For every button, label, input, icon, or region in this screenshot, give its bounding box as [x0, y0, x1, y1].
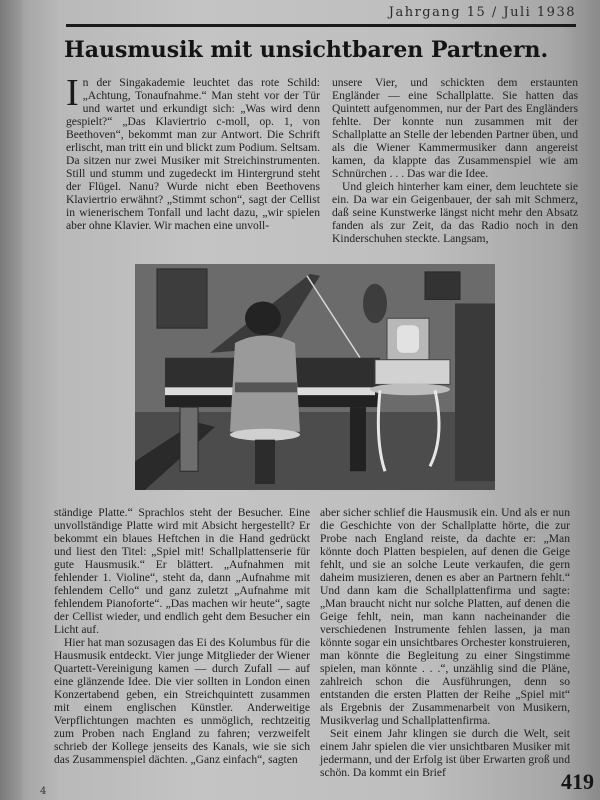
paragraph: unsere Vier, und schickten dem erstaunten Engländer — eine Schallplatte. Sie hatten das Quintett aufgenommen, nur der Part des Engländers fehlte. Der konnte nun zusammen mit der Schallplatte an Stelle der lebenden Partner üben, und als die Wiener Kammermusiker dann angereist kamen, da klappte das Zusammenspiel wie am Schnürchen . . . Das war die Idee. [332, 76, 578, 180]
page-number: 419 [561, 769, 594, 794]
paragraph: aber sicher schlief die Hausmusik ein. Und als er nun die Geschichte von der Schallplatte hörte, die zur Probe nach England reiste, da dachte er: „Man könnte doch Platten bespielen, auf denen die Geige fehlt, und sie an solche Leute verkaufen, die gern daheim musizieren, denen es aber an Partnern fehlt.“ Und dann kam die Schallplattenfirma und sagte: „Man braucht nicht nur solche Platten, auf denen die Geige fehlt, nein, man kann nacheinander die verschiedenen Instrumente fehlen lassen, ja man könnte sogar ein unsichtbares Orchester konstruieren, man könnte die Begleitung zu einer Singstimme spielen, man könnte . . .“, unzählig sind die Pläne, zahlreich schon die Ausführungen, denn so entstanden die ersten Platten der Reihe „Spiel mit“ als Ergebnis der Zusammenarbeit von Musikern, Musikverlag und Schallplattenfirma. [320, 506, 570, 727]
paragraph: ständige Platte.“ Sprachlos steht der Besucher. Eine unvollständige Platte wird mit Absicht hergestellt? Er bekommt ein blaues Heftchen in die Hand gedrückt und liest den Titel: „Spiel mit! Schallplattenserie für gute Hausmusik.“ Er blättert. „Aufnahmen mit fehlender 1. Violine“, steht da, dann „Aufnahme mit fehlendem Cello“ und ganz zuletzt „Aufnahme mit fehlendem Pianoforte“. „Das machen wir heute“, sagte der Cellist wieder, und endlich geht dem Besucher ein Licht auf. [54, 506, 310, 636]
column-bottom-right [320, 506, 570, 779]
page-gutter-shadow [0, 0, 22, 800]
header-rule [66, 24, 576, 27]
column-bottom-left [54, 506, 310, 766]
column-top-left [66, 72, 320, 232]
paragraph: Hier hat man sozusagen das Ei des Kolumbus für die Hausmusik entdeckt. Vier junge Mitglieder der Wiener Quartett-Vereinigung kamen — durch Zufall — auf eine glänzende Idee. Die vier sollten in London einen Konzertabend geben, ein Streichquintett zusammen mit einem englischen Künstler. Anderweitige Verpflichtungen machten es unmöglich, rechtzeitig zum Proben nach England zu fahren; verzweifelt schrieb der Kollege jenseits des Kanals, wie sie sich das Zusammenspiel dächten. „Ganz einfach“, sagten [54, 636, 310, 766]
piano-scene-illustration [135, 264, 495, 490]
drop-cap: I [66, 72, 79, 114]
signature-mark: 4 [40, 786, 47, 797]
article-photo [135, 264, 495, 490]
paragraph: n der Singakademie leuchtet das rote Schild: „Achtung, Tonaufnahme.“ Man steht vor der Tür und wartet und erkundigt sich: „Was wird denn gespielt?“ „Das Klaviertrio c-moll, op. 1, von Beethoven“, bekommt man zur Antwort. Die Schrift erlischt, man tritt ein und blickt zum Podium. Seltsam. Da sitzen nur zwei Musiker mit Streichinstrumenten. Still und stumm und zugedeckt im Hintergrund steht der Flügel. Nanu? Wurde nicht eben Beethovens Klaviertrio erwähnt? „Stimmt schon“, sagt der Cellist in wienerischem Tonfall und lacht dazu, „wir spielen aber ohne Klavier. Wir machen eine unvoll- [66, 76, 320, 232]
column-top-right [332, 76, 578, 245]
running-head: Jahrgang 15 / Juli 1938 [388, 5, 576, 20]
paragraph: Seit einem Jahr klingen sie durch die Welt, seit einem Jahr spielen die vier unsichtbaren Musiker mit jedermann, und der Erfolg ist über Erwarten groß und schön. Da kommt ein Brief [320, 727, 570, 779]
article-title: Hausmusik mit unsichtbaren Partnern. [64, 37, 549, 63]
paragraph: Und gleich hinterher kam einer, dem leuchtete sie ein. Da war ein Geigenbauer, der sah mit Schmerz, daß seine Kunstwerke längst nicht mehr den Absatz fanden als zur Zeit, da das Radio noch in den Kinderschuhen steckte. Langsam, [332, 180, 578, 245]
